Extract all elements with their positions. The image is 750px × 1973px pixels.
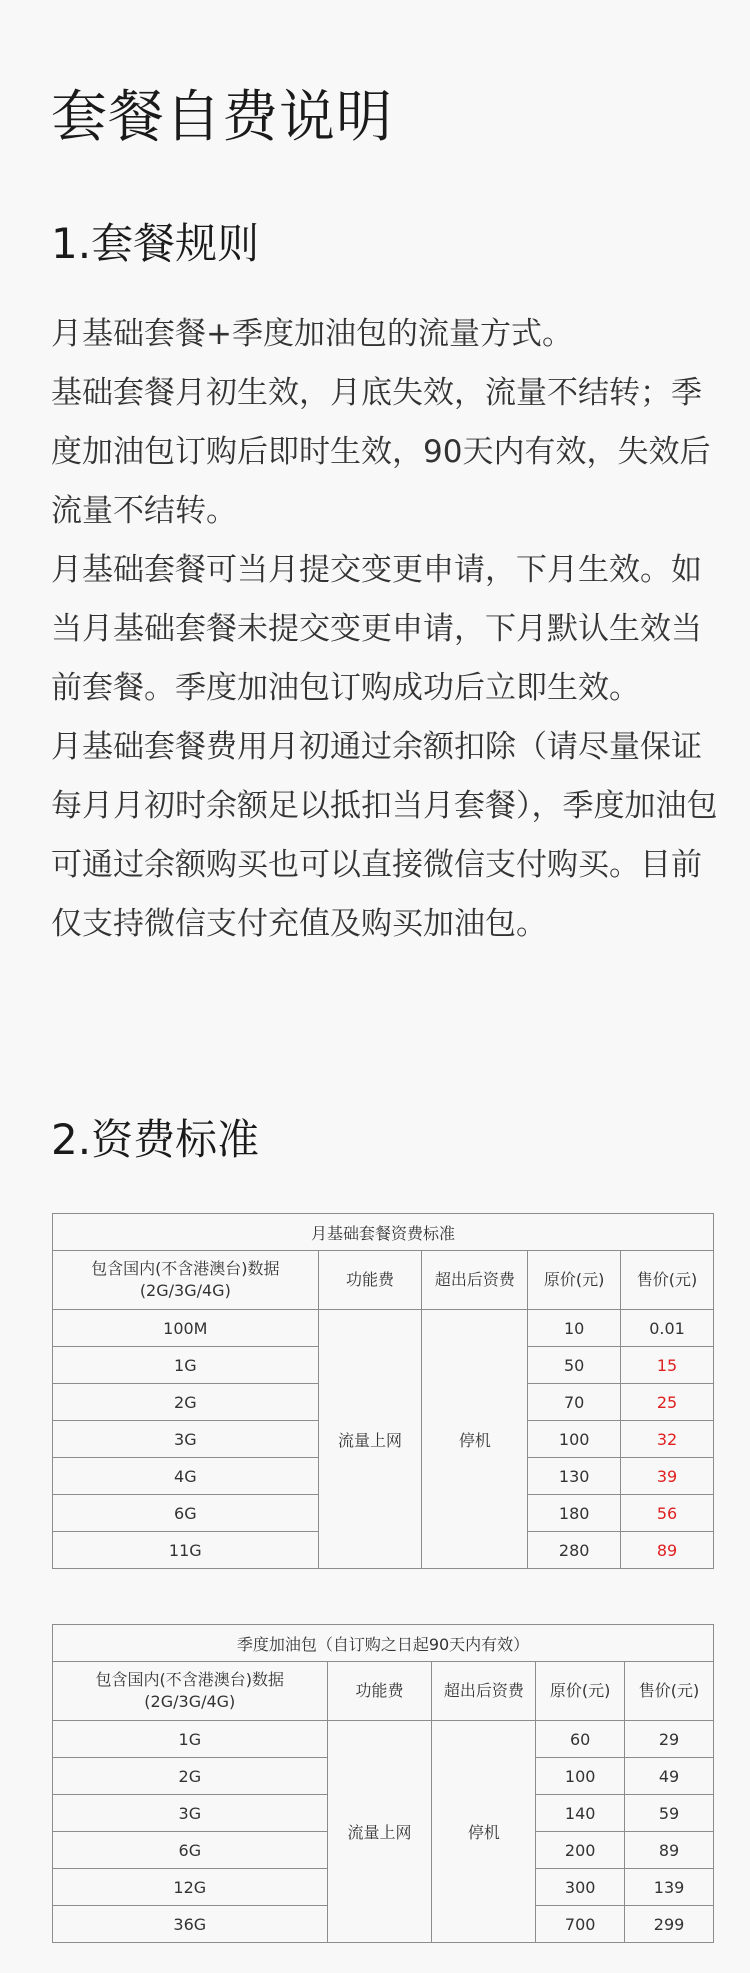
cell-sale-price: 29 [625,1721,714,1758]
header-data-label: 包含国内(不含港澳台)数据 [95,1670,285,1689]
cell-data: 36G [53,1906,328,1943]
quarterly-addon-table [52,1624,714,1943]
cell-original-price: 140 [536,1795,625,1832]
cell-original-price: 10 [528,1310,621,1347]
cell-sale-price: 39 [621,1458,714,1495]
cell-original-price: 130 [528,1458,621,1495]
cell-original-price: 50 [528,1347,621,1384]
header-data-label: 包含国内(不含港澳台)数据 [91,1259,280,1278]
cell-data: 11G [53,1532,319,1569]
rules-paragraph-3: 月基础套餐可当月提交变更申请，下月生效。如当月基础套餐未提交变更申请，下月默认生效当前套餐。季度加油包订购成功后立即生效。 [51,552,702,706]
header-data-sub: (2G/3G/4G) [144,1692,236,1711]
cell-data: 1G [53,1347,319,1384]
cell-data: 2G [53,1758,328,1795]
page-title: 套餐自费说明 [51,85,393,150]
cell-sale-price: 56 [621,1495,714,1532]
cell-over-fee: 停机 [432,1721,536,1943]
header-data [53,1662,328,1721]
cell-original-price: 200 [536,1832,625,1869]
header-data-sub: (2G/3G/4G) [139,1281,231,1300]
cell-data: 2G [53,1384,319,1421]
cell-data: 3G [53,1421,319,1458]
table-row [53,1310,714,1347]
monthly-plan-table [52,1213,714,1569]
cell-sale-price: 139 [625,1869,714,1906]
cell-data: 6G [53,1495,319,1532]
cell-sale-price: 0.01 [621,1310,714,1347]
cell-sale-price: 89 [625,1832,714,1869]
cell-original-price: 100 [528,1421,621,1458]
cell-function-fee: 流量上网 [318,1310,422,1569]
cell-original-price: 70 [528,1384,621,1421]
header-original-price: 原价(元) [528,1251,621,1310]
cell-sale-price: 299 [625,1906,714,1943]
cell-data: 1G [53,1721,328,1758]
quarterly-table-caption: 季度加油包（自订购之日起90天内有效） [53,1625,714,1662]
header-sale-price: 售价(元) [625,1662,714,1721]
header-over-fee: 超出后资费 [422,1251,528,1310]
rules-paragraph-4: 月基础套餐费用月初通过余额扣除（请尽量保证每月月初时余额足以抵扣当月套餐），季度加油包可通过余额购买也可以直接微信支付购买。目前仅支持微信支付充值及购买加油包。 [51,729,718,942]
header-function-fee: 功能费 [318,1251,422,1310]
cell-original-price: 100 [536,1758,625,1795]
cell-data: 100M [53,1310,319,1347]
cell-data: 3G [53,1795,328,1832]
cell-sale-price: 25 [621,1384,714,1421]
monthly-table-caption: 月基础套餐资费标准 [53,1214,714,1251]
cell-original-price: 300 [536,1869,625,1906]
table-row [53,1721,714,1758]
cell-function-fee: 流量上网 [327,1721,432,1943]
header-over-fee: 超出后资费 [432,1662,536,1721]
cell-sale-price: 59 [625,1795,714,1832]
header-original-price: 原价(元) [536,1662,625,1721]
cell-original-price: 700 [536,1906,625,1943]
section-title-pricing: 2.资费标准 [51,1115,260,1164]
cell-data: 4G [53,1458,319,1495]
cell-original-price: 180 [528,1495,621,1532]
cell-data: 12G [53,1869,328,1906]
header-sale-price: 售价(元) [621,1251,714,1310]
section-title-rules: 1.套餐规则 [51,219,260,268]
cell-sale-price: 15 [621,1347,714,1384]
cell-original-price: 280 [528,1532,621,1569]
cell-sale-price: 49 [625,1758,714,1795]
cell-data: 6G [53,1832,328,1869]
cell-over-fee: 停机 [422,1310,528,1569]
cell-sale-price: 89 [621,1532,714,1569]
header-data [53,1251,319,1310]
header-function-fee: 功能费 [327,1662,432,1721]
cell-sale-price: 32 [621,1421,714,1458]
rules-paragraph-2: 基础套餐月初生效，月底失效，流量不结转；季度加油包订购后即时生效，90天内有效，失效后流量不结转。 [51,375,711,529]
rules-paragraph-1: 月基础套餐+季度加油包的流量方式。 [51,316,573,352]
cell-original-price: 60 [536,1721,625,1758]
rules-text [51,305,721,954]
